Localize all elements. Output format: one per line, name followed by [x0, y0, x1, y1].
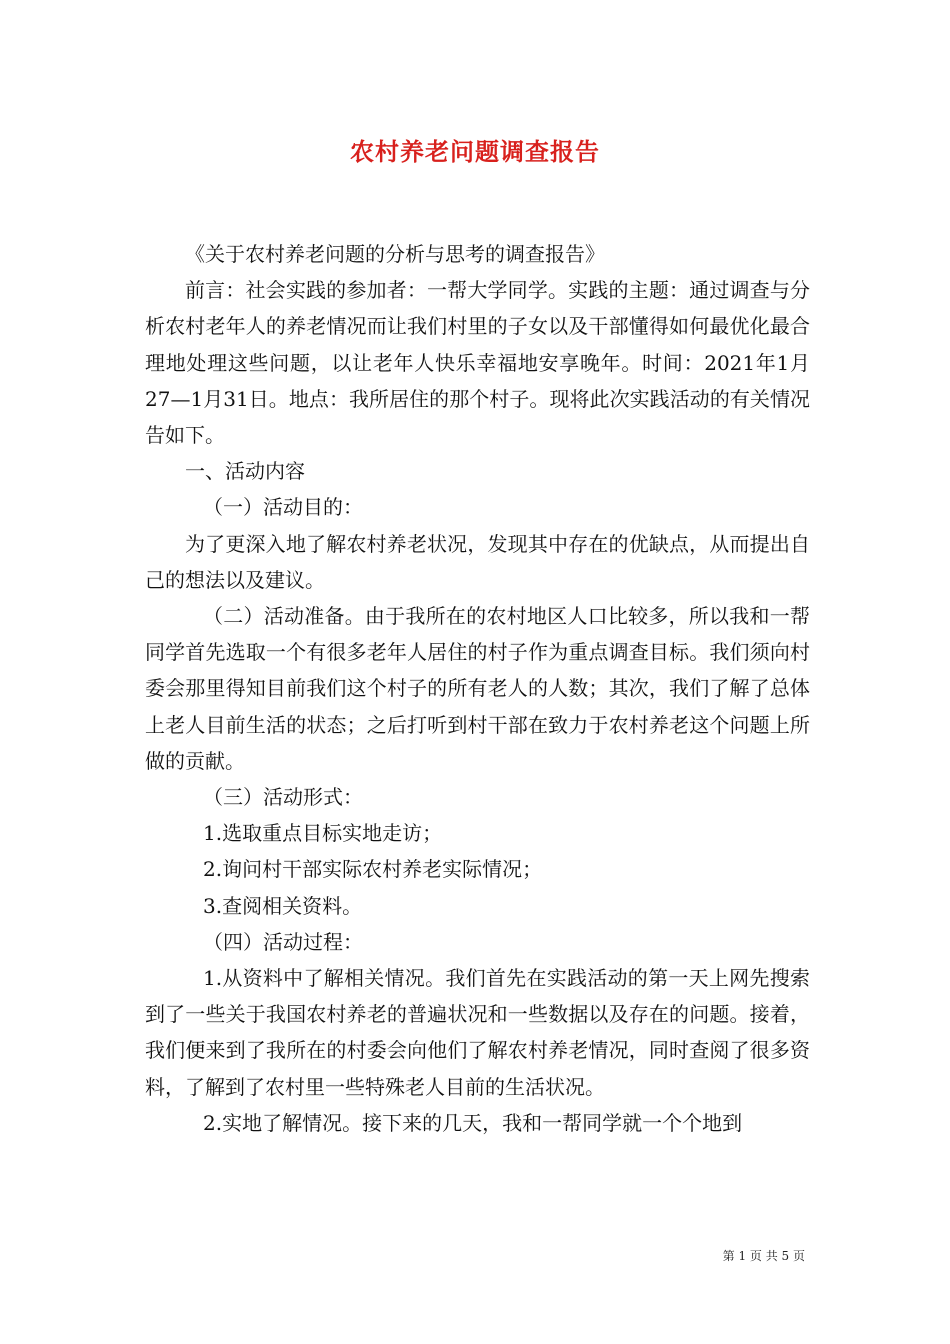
- paragraph: 前言：社会实践的参加者：一帮大学同学。实践的主题：通过调查与分析农村老年人的养老情况而让我们村里的子女以及干部懂得如何最优化最合理地处理这些问题，以让老年人快乐幸福地安享晚年。时间：2021年1月27—1月31日。地点：我所居住的那个村子。现将此次实践活动的有关情况告如下。: [145, 278, 810, 448]
- list-item: 3.查阅相关资料。: [203, 893, 363, 918]
- page-number: 第 1 页 共 5 页: [722, 1249, 805, 1263]
- document-body: [145, 236, 810, 1141]
- paragraph: 《关于农村养老问题的分析与思考的调查报告》: [185, 242, 605, 266]
- page-title: 农村养老问题调查报告: [350, 137, 600, 166]
- paragraph: （二）活动准备。由于我所在的农村地区人口比较多，所以我和一帮同学首先选取一个有很多老年人居住的村子作为重点调查目标。我们须向村委会那里得知目前我们这个村子的所有老人的人数；其次，我们了解了总体上老人目前生活的状态；之后打听到村干部在致力于农村养老这个问题上所做的贡献。: [145, 604, 810, 773]
- paragraph: 为了更深入地了解农村养老状况，发现其中存在的优缺点，从而提出自己的想法以及建议。: [145, 531, 810, 592]
- list-item: 2.询问村干部实际农村养老实际情况；: [203, 857, 543, 882]
- list-item: 1.选取重点目标实地走访；: [203, 821, 443, 846]
- subsection-heading: （一）活动目的：: [203, 495, 363, 520]
- section-heading: 一、活动内容: [185, 459, 305, 484]
- subsection-heading: （三）活动形式：: [203, 785, 363, 810]
- subsection-heading: （四）活动过程：: [203, 929, 363, 954]
- paragraph: 2.实地了解情况。接下来的几天，我和一帮同学就一个个地到: [203, 1110, 743, 1135]
- paragraph: 1.从资料中了解相关情况。我们首先在实践活动的第一天上网先搜索到了一些关于我国农村养老的普遍状况和一些数据以及存在的问题。接着，我们便来到了我所在的村委会向他们了解农村养老情况，同时查阅了很多资料，了解到了农村里一些特殊老人目前的生活状况。: [145, 966, 810, 1099]
